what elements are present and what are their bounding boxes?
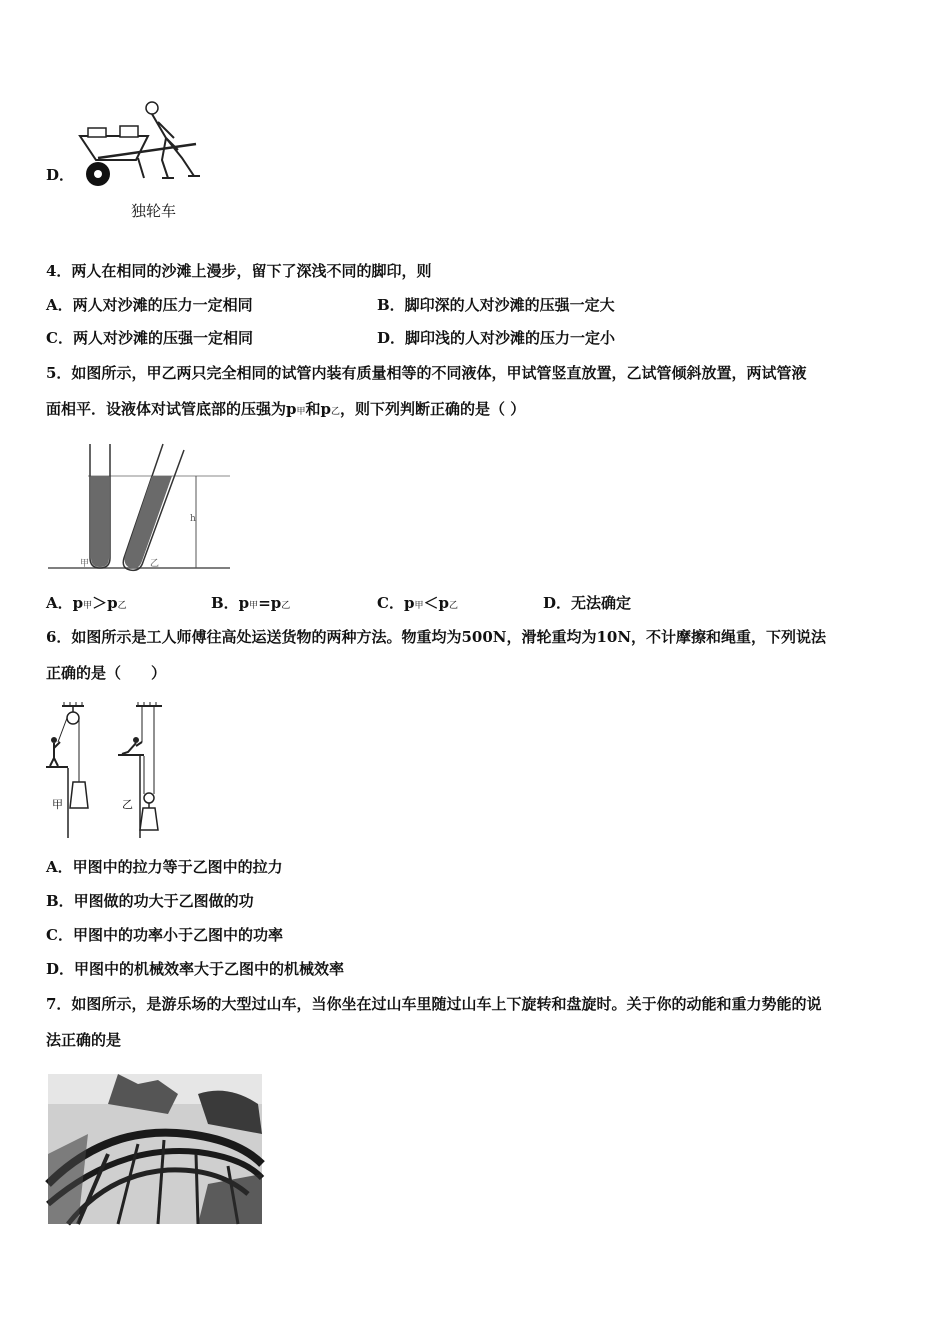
q5-option-c-sub2: 乙: [448, 601, 458, 611]
q5-option-b-sub1: 甲: [249, 601, 259, 611]
q6-option-d: D．甲图中的机械效率大于乙图中的机械效率: [46, 960, 345, 978]
q7-stem-line1: 7．如图所示，是游乐场的大型过山车，当你坐在过山车里随过山车上下旋转和盘旋时。关于你的动能和重力势能的说: [46, 995, 822, 1013]
q6-stem-line2: 正确的是（ ）: [46, 664, 167, 682]
q5-option-c-pre: C．p: [377, 594, 415, 612]
q5-figure-label-yi: 乙: [150, 559, 160, 569]
q5-option-b: [211, 593, 290, 616]
q6-option-a: A．甲图中的拉力等于乙图中的拉力: [46, 858, 283, 876]
q5-option-c: [377, 593, 458, 616]
test-tubes-figure: [48, 444, 232, 574]
q5-stem-pre: 面相平．设液体对试管底部的压强为p: [46, 400, 297, 418]
q5-stem-sub2: 乙: [331, 407, 341, 417]
q4-option-a: A．两人对沙滩的压力一定相同: [46, 296, 253, 314]
q4-stem: 4．两人在相同的沙滩上漫步，留下了深浅不同的脚印，则: [46, 262, 432, 280]
q6-figure-label-yi: 乙: [122, 798, 133, 811]
q5-stem-sub1: 甲: [296, 407, 306, 417]
q5-option-b-op: =p: [258, 594, 282, 612]
roller-coaster-photo: [48, 1074, 262, 1224]
q3-image-caption: 独轮车: [131, 202, 177, 220]
q6-option-b: B．甲图做的功大于乙图做的功: [46, 892, 254, 910]
q5-figure-label-h: h: [190, 514, 196, 524]
q5-option-c-op: ＜p: [423, 594, 449, 612]
q5-option-a: [46, 593, 127, 616]
q5-stem-post: ，则下列判断正确的是（ ）: [340, 400, 526, 418]
q4-option-d: D．脚印浅的人对沙滩的压力一定小: [377, 329, 616, 347]
q5-stem-line2: [46, 399, 525, 422]
q4-option-c: C．两人对沙滩的压强一定相同: [46, 329, 253, 347]
wheelbarrow-figure: [78, 98, 208, 190]
q4-option-b: B．脚印深的人对沙滩的压强一定大: [377, 296, 615, 314]
q5-option-c-sub1: 甲: [414, 601, 424, 611]
q6-figure-label-jia: 甲: [52, 798, 63, 811]
q5-option-a-sub2: 乙: [117, 601, 127, 611]
q7-stem-line2: 法正确的是: [46, 1031, 122, 1049]
q5-option-a-sub1: 甲: [83, 601, 93, 611]
q3-option-d-label: D．: [46, 166, 75, 184]
q5-option-d: D．无法确定: [543, 594, 632, 612]
q5-stem-line1: 5．如图所示，甲乙两只完全相同的试管内装有质量相等的不同液体，甲试管竖直放置，乙试管倾斜放置，两试管液: [46, 364, 807, 382]
pulley-figure: [44, 702, 168, 840]
q5-option-a-pre: A．p: [46, 594, 84, 612]
q6-stem-line1: 6．如图所示是工人师傅往高处运送货物的两种方法。物重均为500N，滑轮重均为10N，不计摩擦和绳重，下列说法: [46, 628, 827, 646]
q5-figure-label-jia: 甲: [80, 559, 90, 569]
q6-option-c: C．甲图中的功率小于乙图中的功率: [46, 926, 283, 944]
q5-option-b-sub2: 乙: [281, 601, 291, 611]
q5-option-a-op: ＞p: [92, 594, 118, 612]
q5-stem-mid: 和p: [305, 400, 332, 418]
q5-option-b-pre: B．p: [211, 594, 250, 612]
